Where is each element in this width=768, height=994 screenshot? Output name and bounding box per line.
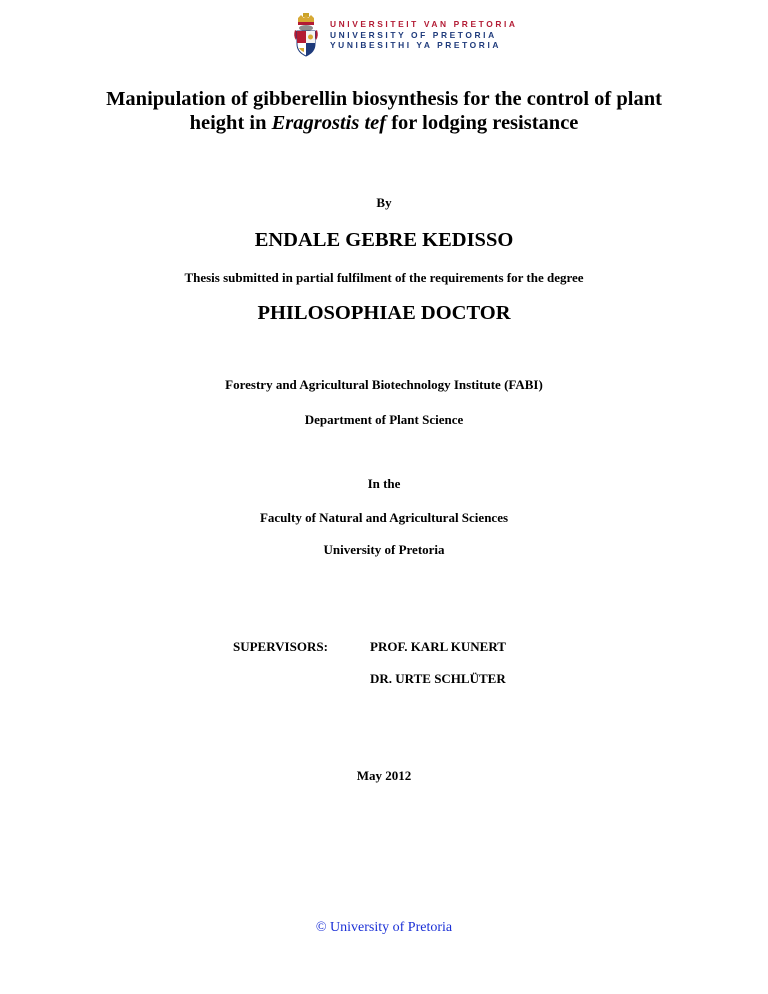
- faculty-name: Faculty of Natural and Agricultural Sciences: [259, 510, 509, 525]
- supervisor-name: PROF. KARL KUNERT: [370, 639, 506, 654]
- university-crest-icon: [292, 12, 320, 58]
- supervisor-name: DR. URTE SCHLÜTER: [370, 671, 506, 686]
- species-name: Eragrostis tef: [271, 112, 387, 134]
- title-line-2: [0, 111, 768, 135]
- title-line-2-pre: height in: [189, 112, 272, 134]
- thesis-title: [0, 87, 768, 135]
- in-the-label: In the: [367, 476, 401, 491]
- thesis-statement: Thesis submitted in partial fulfilment of the requirements for the degree: [184, 270, 584, 285]
- submission-date: May 2012: [356, 768, 412, 783]
- supervisors-label: SUPERVISORS:: [233, 639, 328, 654]
- university-name-english: UNIVERSITY OF PRETORIA: [330, 29, 497, 40]
- copyright-footer: © University of Pretoria: [315, 920, 453, 935]
- university-names: [330, 19, 518, 51]
- university-name-sepedi: YUNIBESITHI YA PRETORIA: [330, 40, 502, 51]
- by-label: By: [376, 195, 392, 210]
- title-line-2-post: for lodging resistance: [386, 112, 579, 134]
- institute-name: Forestry and Agricultural Biotechnology Institute (FABI): [225, 377, 543, 392]
- university-name-afrikaans: UNIVERSITEIT VAN PRETORIA: [330, 19, 518, 30]
- degree-name: PHILOSOPHIAE DOCTOR: [257, 302, 511, 324]
- university-name: University of Pretoria: [323, 542, 445, 557]
- author-name: ENDALE GEBRE KEDISSO: [254, 229, 514, 251]
- department-name: Department of Plant Science: [304, 412, 464, 427]
- title-line-1: Manipulation of gibberellin biosynthesis for the control of plant: [106, 88, 662, 110]
- university-logo: [292, 12, 518, 58]
